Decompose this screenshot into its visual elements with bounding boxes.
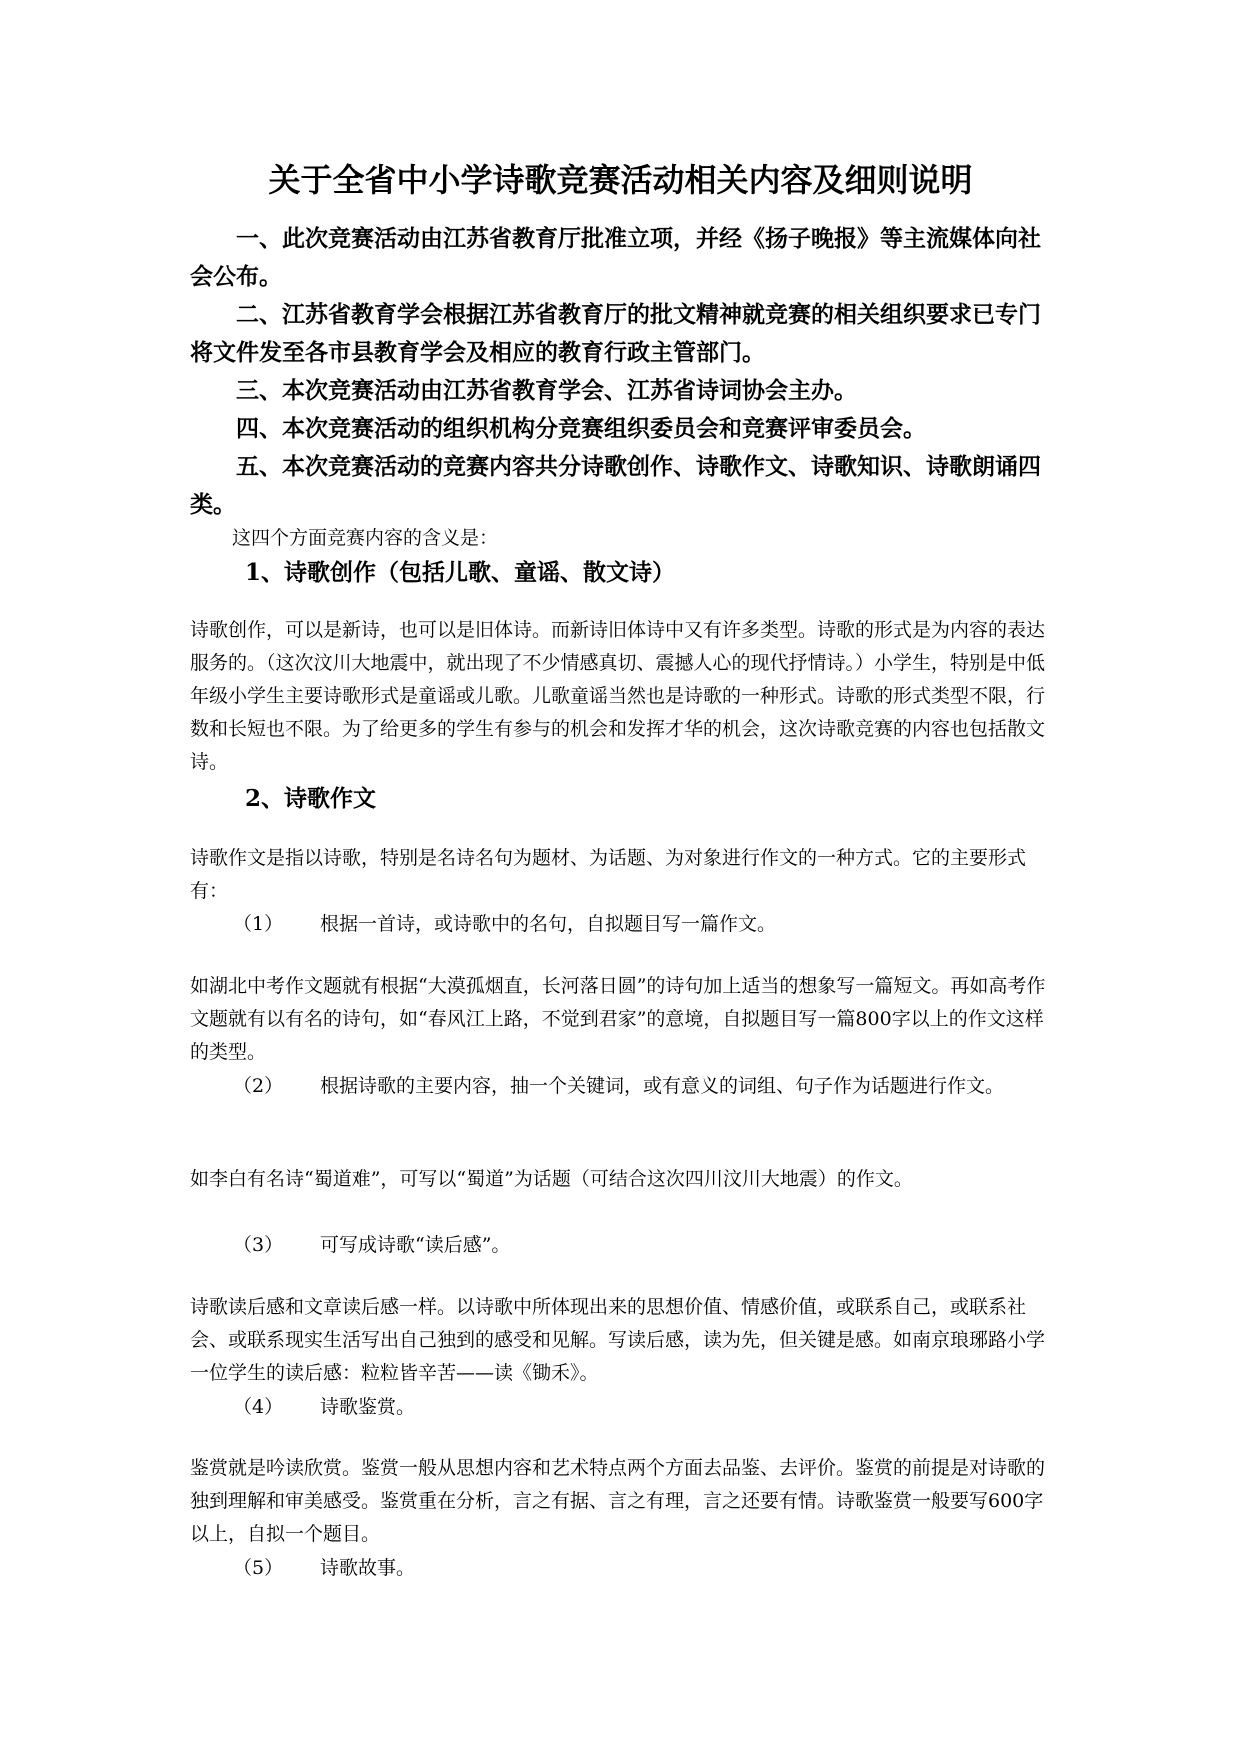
point-3: 三、本次竞赛活动由江苏省教育学会、江苏省诗词协会主办。 — [236, 377, 857, 404]
item-4-note: 鉴赏就是吟读欣赏。鉴赏一般从思想内容和艺术特点两个方面去品鉴、去评价。鉴赏的前提是对诗歌的独到理解和审美感受。鉴赏重在分析，言之有据、言之有理，言之还要有情。诗歌鉴赏一般要写600字以上，自拟一个题目。 — [190, 1457, 1046, 1545]
item-5-text: 诗歌故事。 — [320, 1557, 416, 1579]
item-5-number: （5） — [233, 1557, 284, 1579]
section-1-body: 诗歌创作，可以是新诗，也可以是旧体诗。而新诗旧体诗中又有许多类型。诗歌的形式是为内容的表达服务的。（这次汶川大地震中，就出现了不少情感真切、震撼人心的现代抒情诗。）小学生，特别是中低年级小学生主要诗歌形式是童谣或儿歌。儿歌童谣当然也是诗歌的一种形式。诗歌的形式类型不限，行数和长短也不限。为了给更多的学生有参与的机会和发挥才华的机会，这次诗歌竞赛的内容也包括散文诗。 — [190, 619, 1046, 773]
item-4-number: （4） — [233, 1396, 284, 1418]
point-1: 一、此次竞赛活动由江苏省教育厅批准立项，并经《扬子晚报》等主流媒体向社会公布。 — [190, 225, 1041, 290]
item-1-note: 如湖北中考作文题就有根据“大漠孤烟直，长河落日圆”的诗句加上适当的想象写一篇短文。再如高考作文题就有以有名的诗句，如“春风江上路，不觉到君家”的意境，自拟题目写一篇800字以上的作文这样的类型。 — [190, 975, 1046, 1063]
item-3-text: 可写成诗歌“读后感”。 — [320, 1234, 511, 1256]
section-1-heading: 1、诗歌创作（包括儿歌、童谣、散文诗） — [245, 559, 676, 586]
document-title: 关于全省中小学诗歌竞赛活动相关内容及细则说明 — [268, 161, 973, 199]
item-4-text: 诗歌鉴赏。 — [320, 1396, 416, 1418]
point-4: 四、本次竞赛活动的组织机构分竞赛组织委员会和竞赛评审委员会。 — [236, 415, 926, 442]
point-5: 五、本次竞赛活动的竞赛内容共分诗歌创作、诗歌作文、诗歌知识、诗歌朗诵四类。 — [190, 453, 1041, 518]
item-2-note: 如李白有名诗“蜀道难”，可写以“蜀道”为话题（可结合这次四川汶川大地震）的作文。 — [190, 1168, 913, 1190]
item-1-number: （1） — [233, 913, 284, 935]
item-1-text: 根据一首诗，或诗歌中的名句，自拟题目写一篇作文。 — [320, 913, 777, 935]
point-2: 二、江苏省教育学会根据江苏省教育厅的批文精神就竞赛的相关组织要求已专门将文件发至各市县教育学会及相应的教育行政主管部门。 — [190, 301, 1041, 366]
intro-text: 这四个方面竞赛内容的含义是： — [232, 527, 499, 549]
item-2-number: （2） — [233, 1075, 284, 1097]
section-2-heading: 2、诗歌作文 — [245, 785, 377, 812]
item-3-number: （3） — [233, 1234, 284, 1256]
item-3-note: 诗歌读后感和文章读后感一样。以诗歌中所体现出来的思想价值、情感价值，或联系自己，或联系社会、或联系现实生活写出自己独到的感受和见解。写读后感，读为先，但关键是感。如南京琅琊路小学一位学生的读后感：粒粒皆辛苦——读《锄禾》。 — [190, 1296, 1046, 1384]
section-2-body: 诗歌作文是指以诗歌，特别是名诗名句为题材、为话题、为对象进行作文的一种方式。它的主要形式有： — [190, 847, 1027, 902]
item-2-text: 根据诗歌的主要内容，抽一个关键词，或有意义的词组、句子作为话题进行作文。 — [320, 1075, 1005, 1097]
